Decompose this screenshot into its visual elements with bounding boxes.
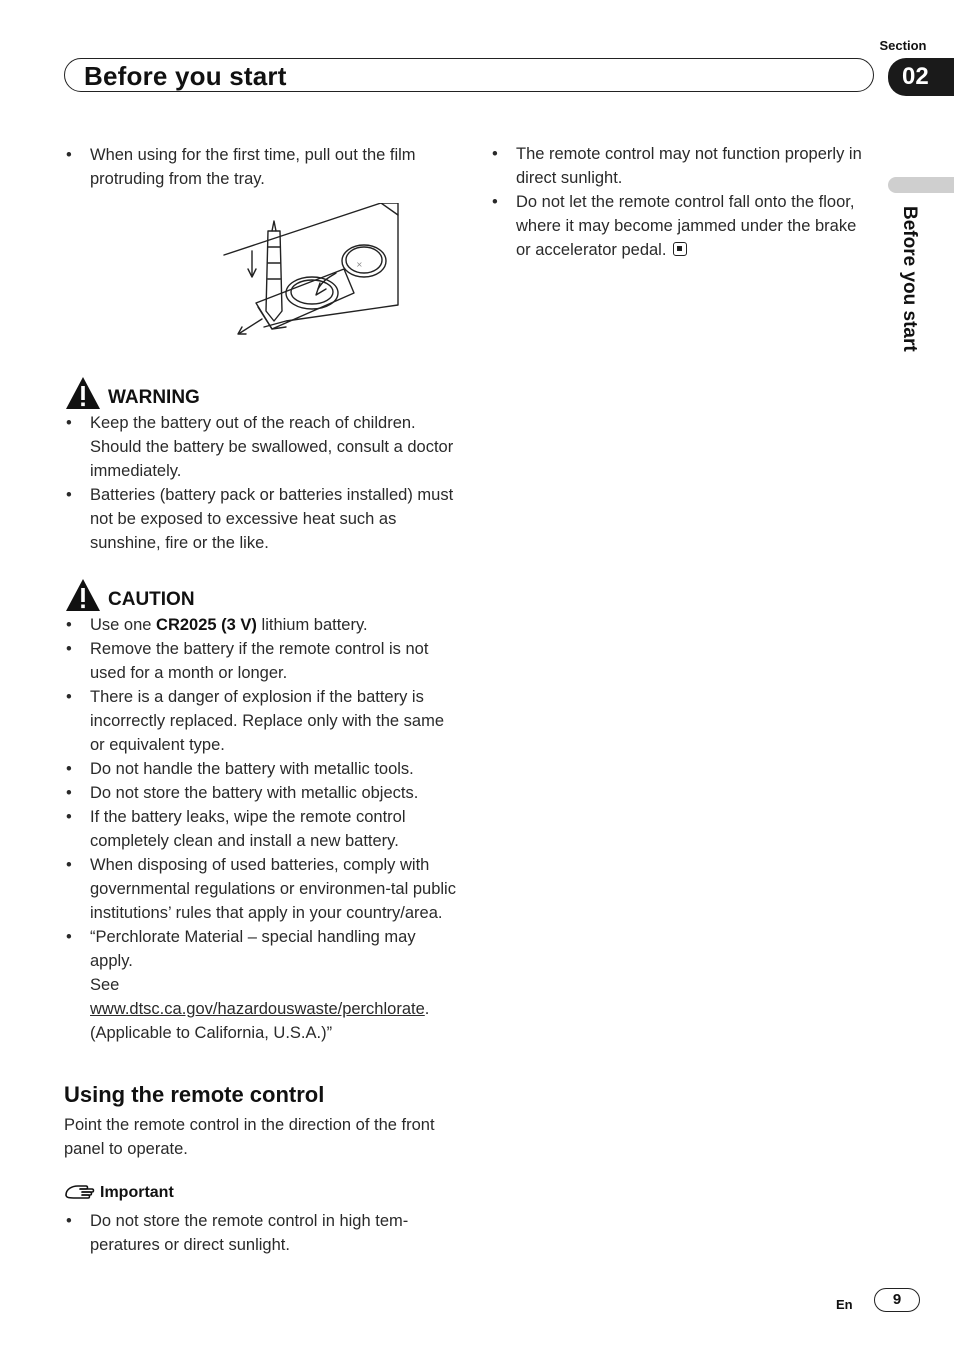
dtsc-link[interactable]: www.dtsc.ca.gov/hazardouswaste/perchlorate xyxy=(90,1000,425,1018)
warning-heading xyxy=(64,375,456,411)
caution-heading xyxy=(64,577,456,613)
battery-text-prefix: Use one xyxy=(90,616,157,634)
section-label: Section xyxy=(879,38,927,53)
important-label: Important xyxy=(100,1184,174,1201)
footer-language: En xyxy=(836,1297,853,1312)
caution-triangle-icon xyxy=(64,577,102,613)
svg-text:×: × xyxy=(356,260,363,269)
list-item: • The remote control may not function properly in direct sunlight. xyxy=(490,142,875,190)
list-item: • Do not store the battery with metallic objects. xyxy=(64,781,456,805)
battery-tray-illustration xyxy=(64,203,456,355)
right-column xyxy=(490,142,875,262)
list-item: • Do not store the remote control in high tem-peratures or direct sunlight. xyxy=(64,1209,456,1257)
end-of-section-icon xyxy=(673,242,687,256)
perchlorate-text: “Perchlorate Material – special handling may apply. xyxy=(90,928,416,970)
remote-section-heading: Using the remote control xyxy=(64,1082,325,1107)
intro-list xyxy=(64,143,456,191)
right-list xyxy=(490,142,875,262)
list-item xyxy=(490,190,875,262)
warning-label: WARNING xyxy=(108,387,200,408)
list-item: • If the battery leaks, wipe the remote control completely clean and install a new battery. xyxy=(64,805,456,853)
side-section-label: Before you start xyxy=(899,206,920,352)
see-prefix: See xyxy=(90,976,120,994)
list-item: • There is a danger of explosion if the battery is incorrectly replaced. Replace only with the same or equivalent type. xyxy=(64,685,456,757)
list-item: • When disposing of used batteries, comply with governmental regulations or environmen-tal public institutions’ rules that apply in your country/area. xyxy=(64,853,456,925)
warning-triangle-icon xyxy=(64,375,102,411)
list-item: • Keep the battery out of the reach of children. Should the battery be swallowed, consult a doctor immediately. xyxy=(64,411,456,483)
list-item: • Remove the battery if the remote control is not used for a month or longer. xyxy=(64,637,456,685)
list-item: • Batteries (battery pack or batteries installed) must not be exposed to excessive heat such as sunshine, fire or the like. xyxy=(64,483,456,555)
battery-text-suffix: lithium battery. xyxy=(256,616,368,634)
list-item xyxy=(64,613,456,637)
warning-list xyxy=(64,411,456,555)
left-column xyxy=(64,143,456,1257)
important-list xyxy=(64,1209,456,1257)
list-item: • When using for the first time, pull out the film protruding from the tray. xyxy=(64,143,456,191)
battery-tray-drawing xyxy=(176,203,406,343)
caution-label: CAUTION xyxy=(108,589,195,610)
pedal-warning-text: Do not let the remote control fall onto the floor, where it may become jammed under the brake or accelerator pedal. xyxy=(516,193,857,259)
page-title: Before you start xyxy=(84,61,287,91)
remote-section-body: Point the remote control in the direction of the front panel to operate. xyxy=(64,1116,435,1158)
page-number: 9 xyxy=(874,1288,920,1312)
list-item: • Do not handle the battery with metallic tools. xyxy=(64,757,456,781)
side-tab-marker xyxy=(888,177,954,193)
caution-list xyxy=(64,613,456,1045)
section-number: 02 xyxy=(888,58,954,96)
important-hand-icon xyxy=(64,1183,96,1203)
important-heading xyxy=(64,1181,456,1205)
perchlorate-suffix: . (Applicable to California, U.S.A.)” xyxy=(90,1000,430,1042)
list-item-perchlorate xyxy=(64,925,456,1045)
battery-type: CR2025 (3 V) xyxy=(156,616,257,634)
